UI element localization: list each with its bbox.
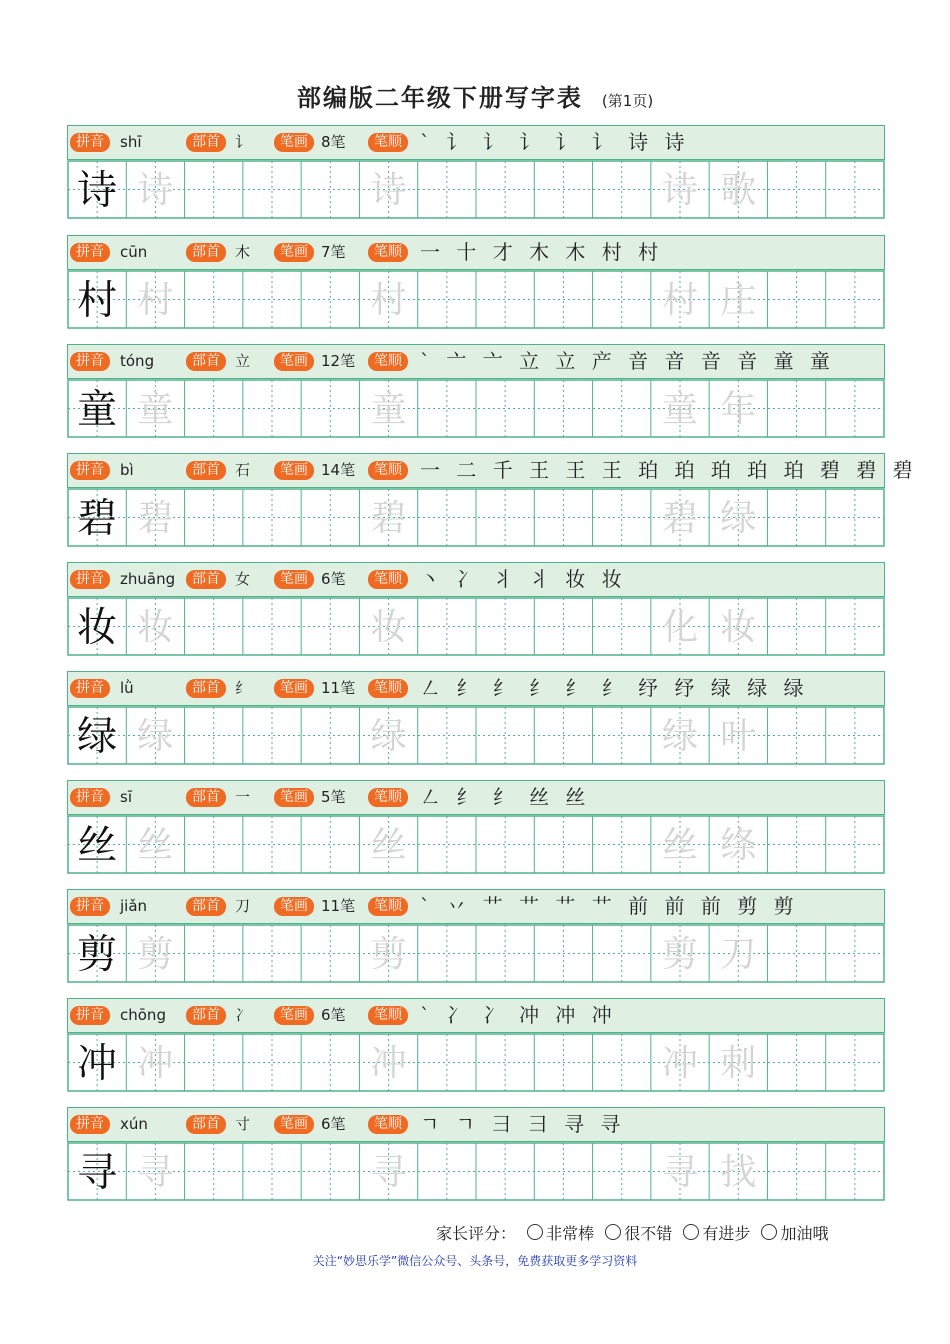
model-character: 寻 xyxy=(77,1149,118,1196)
stroke-count: 8笔 xyxy=(321,133,346,151)
stroke-order: ` 亠 亠 立 立 产 音 音 音 音 童 童 xyxy=(420,349,835,373)
trace-word-second: 绦 xyxy=(720,825,757,866)
trace-word-second: 刀 xyxy=(720,934,757,975)
trace-word-first: 碧 xyxy=(661,498,699,539)
trace-word-second: 刺 xyxy=(720,1043,757,1084)
rating-option-excellent: 非常棒 xyxy=(546,1224,595,1243)
stroke-count: 11笔 xyxy=(321,897,356,915)
tian-grid xyxy=(67,488,885,547)
trace-character: 妆 xyxy=(370,607,407,648)
strokes-tag: 笔画 xyxy=(274,1006,314,1025)
trace-word-first: 诗 xyxy=(661,170,699,211)
page-header xyxy=(0,78,950,113)
trace-character: 碧 xyxy=(370,498,407,539)
character-info-bar xyxy=(67,671,885,706)
stroke-count: 14笔 xyxy=(321,461,356,479)
radical-value: 一 xyxy=(235,788,251,806)
pinyin-value: shī xyxy=(120,133,142,151)
character-block xyxy=(67,344,885,440)
trace-character: 诗 xyxy=(137,170,174,211)
pinyin-tag: 拼音 xyxy=(70,352,110,371)
character-info-bar xyxy=(67,562,885,597)
strokes-tag: 笔画 xyxy=(274,788,314,807)
footer-note: 关注“妙思乐学”微信公众号、头条号，免费获取更多学习资料 xyxy=(312,1254,638,1268)
trace-word-first: 冲 xyxy=(661,1043,699,1084)
radical-tag: 部首 xyxy=(186,1115,226,1134)
pinyin-tag: 拼音 xyxy=(70,788,110,807)
stroke-order: ` 讠 讠 讠 讠 讠 诗 诗 xyxy=(420,130,690,154)
trace-character: 寻 xyxy=(137,1152,174,1193)
stroke-count: 6笔 xyxy=(321,1115,346,1133)
page-title: 部编版二年级下册写字表 xyxy=(296,83,583,112)
character-info-bar xyxy=(67,453,918,488)
pinyin-value: cūn xyxy=(120,243,148,261)
trace-word-first: 童 xyxy=(661,389,699,430)
trace-word-first: 化 xyxy=(661,607,699,648)
trace-character: 丝 xyxy=(137,825,174,866)
character-info-bar xyxy=(67,889,885,924)
pinyin-value: jiǎn xyxy=(120,897,148,915)
stroke-order: ` 丷 艹 艹 艹 艹 前 前 前 剪 剪 xyxy=(420,894,799,918)
pinyin-tag: 拼音 xyxy=(70,679,110,698)
radical-value: 讠 xyxy=(235,133,251,151)
radical-value: 纟 xyxy=(235,679,251,697)
rating-radio-good[interactable] xyxy=(605,1224,621,1240)
stroke-count: 5笔 xyxy=(321,788,346,806)
trace-word-second: 歌 xyxy=(720,170,757,211)
rating-option-keep-going: 加油哦 xyxy=(780,1224,829,1243)
order-tag: 笔顺 xyxy=(368,570,408,589)
trace-character: 剪 xyxy=(370,934,407,975)
rating-option-good: 很不错 xyxy=(624,1224,673,1243)
pinyin-tag: 拼音 xyxy=(70,1115,110,1134)
tian-grid xyxy=(67,1033,885,1092)
radical-tag: 部首 xyxy=(186,352,226,371)
trace-word-second: 庄 xyxy=(720,280,757,321)
stroke-count: 12笔 xyxy=(321,352,356,370)
order-tag: 笔顺 xyxy=(368,352,408,371)
radical-value: 女 xyxy=(235,570,251,588)
radical-value: 刀 xyxy=(235,897,251,915)
trace-character: 绿 xyxy=(370,716,407,757)
trace-character: 妆 xyxy=(137,607,174,648)
rating-option-progress: 有进步 xyxy=(702,1224,751,1243)
stroke-order: ㇜ 纟 纟 丝 丝 xyxy=(420,785,591,809)
rating-radio-progress[interactable] xyxy=(683,1224,699,1240)
radical-tag: 部首 xyxy=(186,243,226,262)
character-info-bar xyxy=(67,1107,885,1142)
character-block xyxy=(67,780,885,876)
character-block xyxy=(67,671,885,767)
character-info-bar xyxy=(67,780,885,815)
character-info-bar xyxy=(67,235,885,270)
model-character: 童 xyxy=(77,386,118,433)
model-character: 妆 xyxy=(77,604,118,651)
character-block xyxy=(67,889,885,985)
trace-word-first: 剪 xyxy=(661,934,699,975)
tian-grid xyxy=(67,924,885,983)
order-tag: 笔顺 xyxy=(368,897,408,916)
radical-value: 冫 xyxy=(235,1006,251,1024)
pinyin-tag: 拼音 xyxy=(70,243,110,262)
stroke-count: 7笔 xyxy=(321,243,346,261)
trace-word-second: 妆 xyxy=(720,607,757,648)
pinyin-tag: 拼音 xyxy=(70,133,110,152)
model-character: 碧 xyxy=(77,495,118,542)
pinyin-value: chōng xyxy=(120,1006,166,1024)
character-info-bar xyxy=(67,998,885,1033)
radical-tag: 部首 xyxy=(186,679,226,698)
rating-radio-keep-going[interactable] xyxy=(761,1224,777,1240)
tian-grid xyxy=(67,160,885,219)
trace-character: 村 xyxy=(370,280,407,321)
strokes-tag: 笔画 xyxy=(274,570,314,589)
pinyin-tag: 拼音 xyxy=(70,897,110,916)
trace-character: 绿 xyxy=(137,716,174,757)
trace-character: 剪 xyxy=(137,934,174,975)
pinyin-value: tóng xyxy=(120,352,155,370)
stroke-order: 丶 冫 丬 丬 妆 妆 xyxy=(420,567,627,591)
character-block xyxy=(67,125,885,221)
model-character: 冲 xyxy=(77,1040,118,1087)
strokes-tag: 笔画 xyxy=(274,133,314,152)
character-info-bar xyxy=(67,125,885,160)
rating-label: 家长评分： xyxy=(436,1224,517,1243)
trace-character: 寻 xyxy=(370,1152,407,1193)
order-tag: 笔顺 xyxy=(368,1006,408,1025)
parent-rating xyxy=(436,1221,828,1244)
page-number: (第1页) xyxy=(601,92,654,110)
rating-radio-excellent[interactable] xyxy=(527,1224,543,1240)
trace-word-first: 绿 xyxy=(661,716,699,757)
strokes-tag: 笔画 xyxy=(274,352,314,371)
radical-value: 寸 xyxy=(235,1115,251,1133)
radical-tag: 部首 xyxy=(186,1006,226,1025)
order-tag: 笔顺 xyxy=(368,679,408,698)
stroke-order: 一 十 才 木 木 村 村 xyxy=(420,240,664,264)
stroke-order: 一 二 千 王 王 王 珀 珀 珀 珀 珀 碧 碧 碧 xyxy=(420,458,918,482)
order-tag: 笔顺 xyxy=(368,788,408,807)
strokes-tag: 笔画 xyxy=(274,897,314,916)
tian-grid xyxy=(67,706,885,765)
trace-character: 诗 xyxy=(370,170,407,211)
radical-value: 石 xyxy=(235,461,251,479)
order-tag: 笔顺 xyxy=(368,461,408,480)
character-block xyxy=(67,562,885,658)
trace-character: 碧 xyxy=(137,498,174,539)
pinyin-tag: 拼音 xyxy=(70,570,110,589)
radical-tag: 部首 xyxy=(186,133,226,152)
stroke-order: ㄱ ㄱ 彐 彐 寻 寻 xyxy=(420,1112,626,1136)
strokes-tag: 笔画 xyxy=(274,679,314,698)
character-info-bar xyxy=(67,344,885,379)
trace-word-second: 绿 xyxy=(720,498,757,539)
pinyin-value: xún xyxy=(120,1115,148,1133)
strokes-tag: 笔画 xyxy=(274,1115,314,1134)
pinyin-tag: 拼音 xyxy=(70,461,110,480)
character-block xyxy=(67,235,885,331)
order-tag: 笔顺 xyxy=(368,133,408,152)
trace-character: 冲 xyxy=(137,1043,174,1084)
radical-tag: 部首 xyxy=(186,461,226,480)
stroke-count: 6笔 xyxy=(321,570,346,588)
pinyin-value: bì xyxy=(120,461,134,479)
trace-word-first: 村 xyxy=(661,280,699,321)
trace-character: 童 xyxy=(137,389,174,430)
radical-value: 立 xyxy=(235,352,251,370)
radical-tag: 部首 xyxy=(186,788,226,807)
tian-grid xyxy=(67,270,885,329)
radical-tag: 部首 xyxy=(186,570,226,589)
pinyin-value: sī xyxy=(120,788,132,806)
radical-value: 木 xyxy=(235,243,251,261)
pinyin-value: zhuāng xyxy=(120,570,176,588)
strokes-tag: 笔画 xyxy=(274,243,314,262)
trace-character: 丝 xyxy=(370,825,407,866)
stroke-order: ` 冫 冫 冲 冲 冲 xyxy=(420,1003,617,1027)
order-tag: 笔顺 xyxy=(368,1115,408,1134)
trace-word-second: 年 xyxy=(720,389,757,430)
trace-character: 冲 xyxy=(370,1043,407,1084)
trace-character: 村 xyxy=(137,280,174,321)
pinyin-value: lǜ xyxy=(120,679,134,697)
tian-grid xyxy=(67,815,885,874)
tian-grid xyxy=(67,1142,885,1201)
stroke-count: 6笔 xyxy=(321,1006,346,1024)
radical-tag: 部首 xyxy=(186,897,226,916)
model-character: 诗 xyxy=(77,167,118,214)
model-character: 丝 xyxy=(77,822,118,869)
tian-grid xyxy=(67,379,885,438)
trace-word-second: 叶 xyxy=(720,716,757,757)
tian-grid xyxy=(67,597,885,656)
character-block xyxy=(67,453,918,549)
trace-character: 童 xyxy=(370,389,407,430)
stroke-count: 11笔 xyxy=(321,679,356,697)
model-character: 村 xyxy=(77,277,118,324)
character-block xyxy=(67,1107,885,1203)
stroke-order: ㇜ 纟 纟 纟 纟 纟 纾 纾 绿 绿 绿 xyxy=(420,676,809,700)
trace-word-second: 找 xyxy=(720,1152,757,1193)
model-character: 剪 xyxy=(77,931,118,978)
trace-word-first: 丝 xyxy=(661,825,699,866)
pinyin-tag: 拼音 xyxy=(70,1006,110,1025)
trace-word-first: 寻 xyxy=(661,1152,699,1193)
character-block xyxy=(67,998,885,1094)
order-tag: 笔顺 xyxy=(368,243,408,262)
strokes-tag: 笔画 xyxy=(274,461,314,480)
model-character: 绿 xyxy=(77,713,118,760)
